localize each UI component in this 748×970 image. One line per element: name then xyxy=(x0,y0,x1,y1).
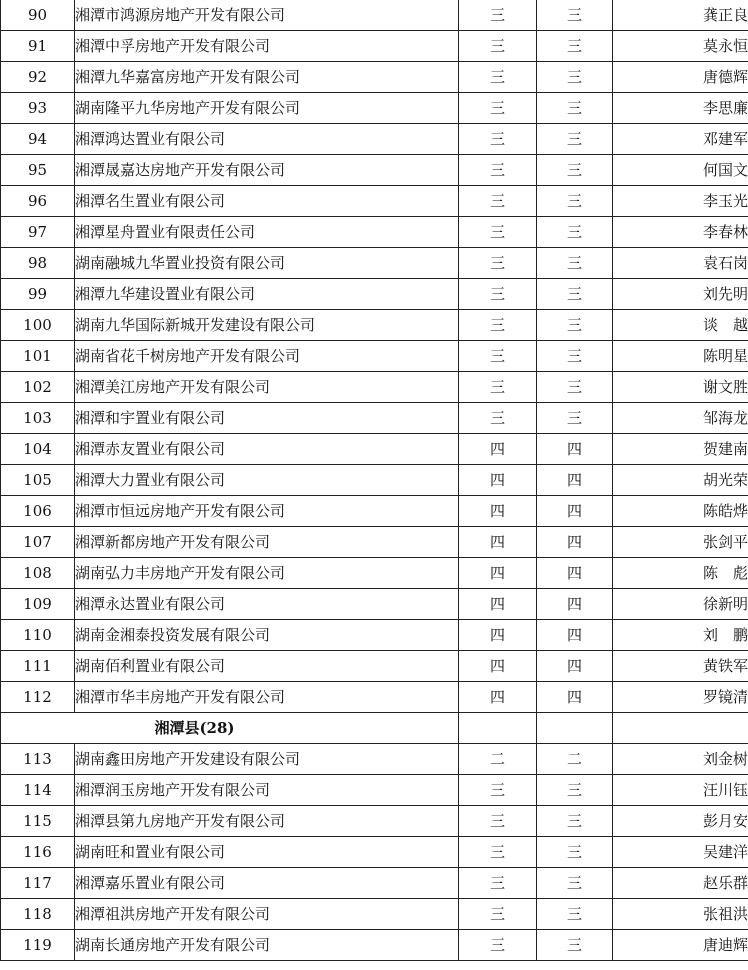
grade-cell: 三 xyxy=(537,124,613,155)
row-number: 97 xyxy=(1,217,75,248)
table-row xyxy=(1,31,748,62)
representative-name: 贺建南 xyxy=(613,434,748,465)
grade-cell: 三 xyxy=(537,93,613,124)
grade-cell: 三 xyxy=(459,403,537,434)
grade-cell: 三 xyxy=(459,186,537,217)
grade-cell: 四 xyxy=(537,620,613,651)
grade-cell: 三 xyxy=(459,806,537,837)
company-name: 湘潭市鸿源房地产开发有限公司 xyxy=(75,0,459,31)
representative-name: 张剑平 xyxy=(613,527,748,558)
table-row xyxy=(1,62,748,93)
representative-name: 邓建军 xyxy=(613,124,748,155)
table-row xyxy=(1,372,748,403)
table-row xyxy=(1,589,748,620)
table-row xyxy=(1,868,748,899)
row-number: 103 xyxy=(1,403,75,434)
representative-name: 陈明星 xyxy=(613,341,748,372)
representative-name: 刘金树 xyxy=(613,744,748,775)
table-row xyxy=(1,620,748,651)
grade-cell: 三 xyxy=(459,0,537,31)
company-name: 湘潭名生置业有限公司 xyxy=(75,186,459,217)
company-name: 湖南旺和置业有限公司 xyxy=(75,837,459,868)
representative-name: 邹海龙 xyxy=(613,403,748,434)
representative-name: 唐迪辉 xyxy=(613,930,748,961)
grade-cell: 四 xyxy=(537,496,613,527)
grade-cell: 三 xyxy=(459,248,537,279)
grade-cell: 三 xyxy=(459,124,537,155)
table-row xyxy=(1,930,748,961)
company-name: 湖南隆平九华房地产开发有限公司 xyxy=(75,93,459,124)
representative-name: 莫永恒 xyxy=(613,31,748,62)
company-name: 湘潭嘉乐置业有限公司 xyxy=(75,868,459,899)
row-number: 110 xyxy=(1,620,75,651)
company-name: 湘潭赤友置业有限公司 xyxy=(75,434,459,465)
grade-cell: 三 xyxy=(537,31,613,62)
grade-cell: 四 xyxy=(459,434,537,465)
row-number: 102 xyxy=(1,372,75,403)
grade-cell: 二 xyxy=(537,744,613,775)
grade-cell: 四 xyxy=(459,465,537,496)
company-name: 湘潭大力置业有限公司 xyxy=(75,465,459,496)
grade-cell: 三 xyxy=(537,155,613,186)
grade-cell: 三 xyxy=(459,93,537,124)
representative-name: 唐德辉 xyxy=(613,62,748,93)
representative-name: 汪川钰 xyxy=(613,775,748,806)
section-title: 湘潭县(28) xyxy=(1,713,459,744)
row-number: 117 xyxy=(1,868,75,899)
representative-name: 张祖洪 xyxy=(613,899,748,930)
company-name: 湖南弘力丰房地产开发有限公司 xyxy=(75,558,459,589)
grade-cell: 四 xyxy=(537,434,613,465)
company-name: 湘潭晟嘉达房地产开发有限公司 xyxy=(75,155,459,186)
grade-cell: 四 xyxy=(537,682,613,713)
representative-name: 刘 鹏 xyxy=(613,620,748,651)
company-name: 湖南融城九华置业投资有限公司 xyxy=(75,248,459,279)
table-row xyxy=(1,434,748,465)
representative-name: 胡光荣 xyxy=(613,465,748,496)
table-row xyxy=(1,248,748,279)
grade-cell: 三 xyxy=(459,775,537,806)
row-number: 91 xyxy=(1,31,75,62)
representative-name: 赵乐群 xyxy=(613,868,748,899)
grade-cell: 三 xyxy=(537,0,613,31)
grade-cell: 三 xyxy=(537,372,613,403)
grade-cell: 三 xyxy=(537,403,613,434)
table-row xyxy=(1,93,748,124)
table-row xyxy=(1,899,748,930)
company-name: 湖南九华国际新城开发建设有限公司 xyxy=(75,310,459,341)
representative-name: 彭月安 xyxy=(613,806,748,837)
row-number: 106 xyxy=(1,496,75,527)
company-name: 湖南佰利置业有限公司 xyxy=(75,651,459,682)
company-name: 湘潭市恒远房地产开发有限公司 xyxy=(75,496,459,527)
grade-cell: 四 xyxy=(537,465,613,496)
row-number: 112 xyxy=(1,682,75,713)
representative-name: 吴建洋 xyxy=(613,837,748,868)
representative-name: 李春林 xyxy=(613,217,748,248)
table-row xyxy=(1,651,748,682)
representative-name: 谢文胜 xyxy=(613,372,748,403)
grade-cell: 三 xyxy=(537,217,613,248)
table-row xyxy=(1,775,748,806)
table-body xyxy=(1,0,748,961)
row-number: 107 xyxy=(1,527,75,558)
grade-cell: 三 xyxy=(537,248,613,279)
grade-cell: 四 xyxy=(459,589,537,620)
empty-cell xyxy=(459,713,537,744)
representative-name: 李思廉 xyxy=(613,93,748,124)
table-row xyxy=(1,496,748,527)
grade-cell: 四 xyxy=(459,558,537,589)
representative-name: 何国文 xyxy=(613,155,748,186)
company-name: 湘潭九华建设置业有限公司 xyxy=(75,279,459,310)
row-number: 119 xyxy=(1,930,75,961)
section-header-row xyxy=(1,713,748,744)
grade-cell: 三 xyxy=(459,31,537,62)
row-number: 114 xyxy=(1,775,75,806)
grade-cell: 三 xyxy=(459,341,537,372)
table-row xyxy=(1,279,748,310)
row-number: 95 xyxy=(1,155,75,186)
company-name: 湖南鑫田房地产开发建设有限公司 xyxy=(75,744,459,775)
grade-cell: 三 xyxy=(459,155,537,186)
table-row xyxy=(1,186,748,217)
representative-name: 龚正良 xyxy=(613,0,748,31)
grade-cell: 三 xyxy=(459,279,537,310)
row-number: 90 xyxy=(1,0,75,31)
row-number: 108 xyxy=(1,558,75,589)
row-number: 109 xyxy=(1,589,75,620)
representative-name: 陈皓烨 xyxy=(613,496,748,527)
table-row xyxy=(1,403,748,434)
row-number: 92 xyxy=(1,62,75,93)
representative-name: 罗镜清 xyxy=(613,682,748,713)
grade-cell: 四 xyxy=(459,496,537,527)
row-number: 115 xyxy=(1,806,75,837)
row-number: 111 xyxy=(1,651,75,682)
table-row xyxy=(1,341,748,372)
company-name: 湘潭润玉房地产开发有限公司 xyxy=(75,775,459,806)
table-row xyxy=(1,558,748,589)
grade-cell: 三 xyxy=(537,930,613,961)
representative-name: 李玉光 xyxy=(613,186,748,217)
row-number: 99 xyxy=(1,279,75,310)
representative-name: 徐新明 xyxy=(613,589,748,620)
grade-cell: 三 xyxy=(459,868,537,899)
grade-cell: 四 xyxy=(459,682,537,713)
grade-cell: 三 xyxy=(459,899,537,930)
grade-cell: 三 xyxy=(537,186,613,217)
company-name: 湘潭永达置业有限公司 xyxy=(75,589,459,620)
grade-cell: 三 xyxy=(537,775,613,806)
table-row xyxy=(1,310,748,341)
grade-cell: 四 xyxy=(459,651,537,682)
row-number: 118 xyxy=(1,899,75,930)
table-row xyxy=(1,155,748,186)
row-number: 116 xyxy=(1,837,75,868)
row-number: 113 xyxy=(1,744,75,775)
grade-cell: 三 xyxy=(459,837,537,868)
grade-cell: 四 xyxy=(459,620,537,651)
grade-cell: 三 xyxy=(537,341,613,372)
grade-cell: 四 xyxy=(537,527,613,558)
table-row xyxy=(1,744,748,775)
row-number: 100 xyxy=(1,310,75,341)
company-name: 湘潭中孚房地产开发有限公司 xyxy=(75,31,459,62)
company-name: 湘潭县第九房地产开发有限公司 xyxy=(75,806,459,837)
grade-cell: 三 xyxy=(537,62,613,93)
empty-cell xyxy=(613,713,748,744)
empty-cell xyxy=(537,713,613,744)
company-name: 湘潭新都房地产开发有限公司 xyxy=(75,527,459,558)
row-number: 98 xyxy=(1,248,75,279)
representative-name: 刘先明 xyxy=(613,279,748,310)
grade-cell: 三 xyxy=(537,868,613,899)
row-number: 104 xyxy=(1,434,75,465)
table-row xyxy=(1,682,748,713)
company-name: 湘潭和宇置业有限公司 xyxy=(75,403,459,434)
company-name: 湖南金湘泰投资发展有限公司 xyxy=(75,620,459,651)
company-name: 湘潭星舟置业有限责任公司 xyxy=(75,217,459,248)
grade-cell: 三 xyxy=(537,899,613,930)
grade-cell: 三 xyxy=(537,837,613,868)
row-number: 94 xyxy=(1,124,75,155)
table-row xyxy=(1,527,748,558)
row-number: 96 xyxy=(1,186,75,217)
grade-cell: 三 xyxy=(459,310,537,341)
representative-name: 黄铁军 xyxy=(613,651,748,682)
table-row xyxy=(1,124,748,155)
company-name: 湘潭鸿达置业有限公司 xyxy=(75,124,459,155)
company-name: 湘潭九华嘉富房地产开发有限公司 xyxy=(75,62,459,93)
table-row xyxy=(1,0,748,31)
table-row xyxy=(1,837,748,868)
table-row xyxy=(1,465,748,496)
representative-name: 谈 越 xyxy=(613,310,748,341)
company-name: 湘潭美江房地产开发有限公司 xyxy=(75,372,459,403)
representative-name: 袁石岗 xyxy=(613,248,748,279)
grade-cell: 三 xyxy=(537,310,613,341)
company-name: 湘潭祖洪房地产开发有限公司 xyxy=(75,899,459,930)
grade-cell: 三 xyxy=(537,806,613,837)
grade-cell: 四 xyxy=(459,527,537,558)
grade-cell: 四 xyxy=(537,651,613,682)
company-name: 湘潭市华丰房地产开发有限公司 xyxy=(75,682,459,713)
grade-cell: 二 xyxy=(459,744,537,775)
grade-cell: 三 xyxy=(537,279,613,310)
grade-cell: 三 xyxy=(459,930,537,961)
grade-cell: 四 xyxy=(537,558,613,589)
row-number: 101 xyxy=(1,341,75,372)
table-row xyxy=(1,217,748,248)
company-name: 湖南省花千树房地产开发有限公司 xyxy=(75,341,459,372)
company-name: 湖南长通房地产开发有限公司 xyxy=(75,930,459,961)
grade-cell: 四 xyxy=(537,589,613,620)
representative-name: 陈 彪 xyxy=(613,558,748,589)
row-number: 93 xyxy=(1,93,75,124)
grade-cell: 三 xyxy=(459,372,537,403)
row-number: 105 xyxy=(1,465,75,496)
grade-cell: 三 xyxy=(459,217,537,248)
table-row xyxy=(1,806,748,837)
grade-cell: 三 xyxy=(459,62,537,93)
